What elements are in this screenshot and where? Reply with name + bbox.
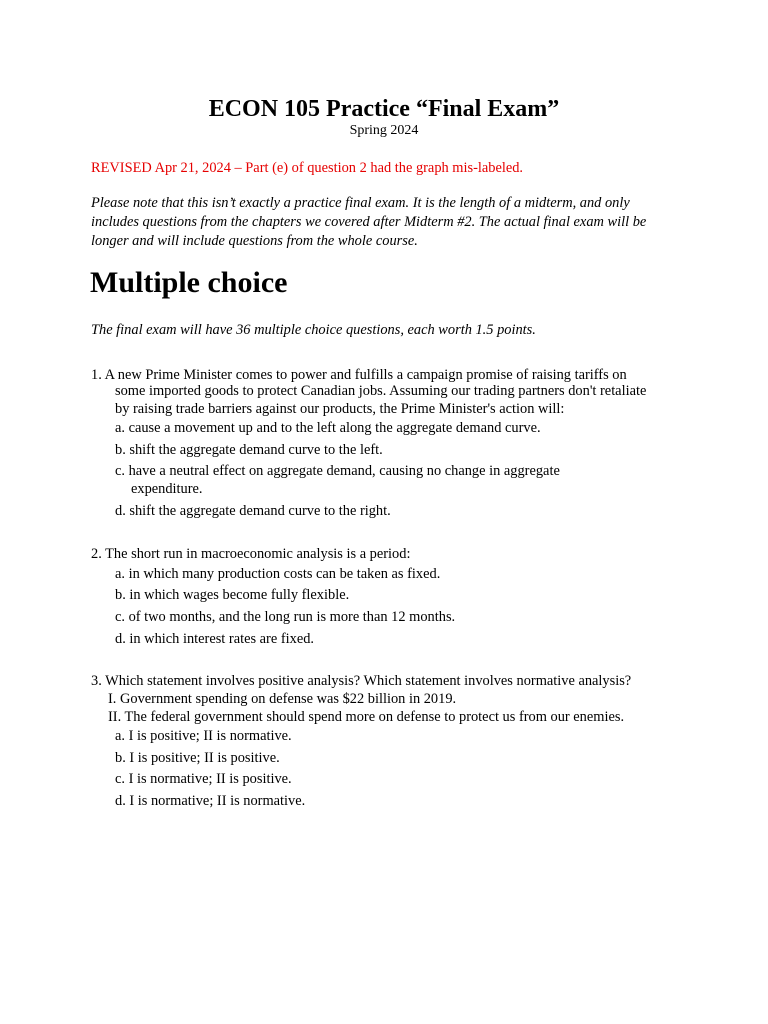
answer-option-b: b. in which wages become fully flexible.	[115, 587, 350, 603]
question-stem-line: some imported goods to protect Canadian jobs. Assuming our trading partners don't retaliate	[115, 383, 647, 399]
page-title: ECON 105 Practice “Final Exam”	[208, 96, 560, 122]
note-line: Please note that this isn’t exactly a practice final exam. It is the length of a midterm, and only	[91, 195, 630, 211]
answer-option-d: d. I is normative; II is normative.	[115, 793, 306, 809]
question-stem-line: 3. Which statement involves positive analysis? Which statement involves normative analysis?	[91, 673, 632, 689]
answer-option-a: a. I is positive; II is normative.	[115, 728, 292, 744]
question-stem-line: 1. A new Prime Minister comes to power and fulfills a campaign promise of raising tariffs on	[91, 367, 627, 383]
answer-option-b: b. I is positive; II is positive.	[115, 750, 280, 766]
answer-option-a: a. cause a movement up and to the left along the aggregate demand curve.	[115, 420, 541, 436]
statement-i: I. Government spending on defense was $22 billion in 2019.	[108, 691, 457, 707]
answer-option-c: c. I is normative; II is positive.	[115, 771, 292, 787]
answer-option-c: c. have a neutral effect on aggregate demand, causing no change in aggregate	[115, 463, 560, 479]
answer-option-d: d. in which interest rates are fixed.	[115, 631, 314, 647]
answer-option-b: b. shift the aggregate demand curve to the left.	[115, 442, 383, 458]
revision-notice: REVISED Apr 21, 2024 – Part (e) of question 2 had the graph mis-labeled.	[91, 160, 524, 176]
answer-option-c: c. of two months, and the long run is more than 12 months.	[115, 609, 456, 625]
answer-option-d: d. shift the aggregate demand curve to the right.	[115, 503, 391, 519]
note-line: longer and will include questions from the whole course.	[91, 233, 418, 249]
exam-note	[91, 194, 691, 251]
section-heading: Multiple choice	[90, 266, 288, 299]
answer-option-c-continued: expenditure.	[131, 481, 203, 497]
term-subtitle: Spring 2024	[349, 123, 419, 138]
section-intro: The final exam will have 36 multiple choice questions, each worth 1.5 points.	[91, 322, 536, 338]
question-stem-line: by raising trade barriers against our products, the Prime Minister's action will:	[115, 401, 565, 417]
note-line: includes questions from the chapters we covered after Midterm #2. The actual final exam will be	[91, 214, 647, 230]
question-stem-line: 2. The short run in macroeconomic analysis is a period:	[91, 546, 411, 562]
statement-ii: II. The federal government should spend more on defense to protect us from our enemies.	[108, 709, 625, 725]
answer-option-a: a. in which many production costs can be taken as fixed.	[115, 566, 441, 582]
